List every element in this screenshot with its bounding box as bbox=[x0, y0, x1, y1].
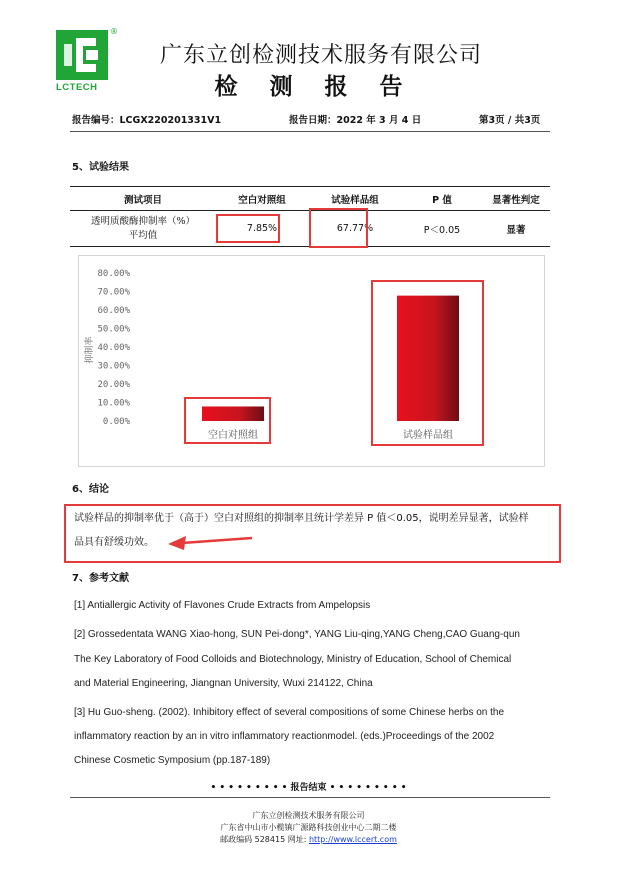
logo-text: LCTECH bbox=[56, 82, 98, 93]
y-tick-label: 10.00% bbox=[97, 398, 130, 409]
section6-title: 6、结论 bbox=[72, 484, 109, 495]
registered-mark: ® bbox=[110, 27, 118, 36]
col-sample: 试验样品组 bbox=[308, 187, 402, 211]
reference-2: [2] Grossedentata WANG Xiao-hong, SUN Pei-dong*, YANG Liu-qing,YANG Cheng,CAO Guang-qun bbox=[74, 629, 520, 640]
x-category-label: 试验样品组 bbox=[403, 430, 453, 441]
y-tick-label: 60.00% bbox=[97, 306, 130, 316]
col-p-value: P 值 bbox=[402, 187, 482, 211]
reference-3-cont1: inflammatory reaction by an in vitro inflammatory reactionmodel. (eds.)Proceedings of the 2002 bbox=[74, 731, 495, 742]
website-link[interactable]: http://www.lccert.com bbox=[308, 835, 397, 844]
conclusion-text bbox=[74, 507, 564, 555]
reference-3-cont2: Chinese Cosmetic Symposium (pp.187-189) bbox=[74, 755, 271, 766]
reference-3: [3] Hu Guo-sheng. (2002). Inhibitory effect of several compositions of some Chinese herbs on the bbox=[74, 707, 505, 718]
cell-test-item-line1: 透明质酸酶抑制率（%） bbox=[90, 215, 196, 227]
conclusion-line1: 试验样品的抑制率优于（高于）空白对照组的抑制率且统计学差异 P 值＜0.05，说明差异显著，试验样 bbox=[74, 513, 529, 524]
company-name: 广东立创检测技术服务有限公司 bbox=[160, 43, 483, 68]
section7-title: 7、参考文献 bbox=[72, 573, 129, 584]
y-axis-label: 抑制率 bbox=[85, 336, 95, 364]
y-tick-label: 80.00% bbox=[97, 269, 130, 279]
y-tick-label: 70.00% bbox=[97, 287, 130, 298]
y-tick-label: 50.00% bbox=[97, 324, 130, 335]
page-info: 第3页 / 共3页 bbox=[479, 115, 541, 126]
highlight-sample-bar-box bbox=[371, 280, 484, 446]
col-control: 空白对照组 bbox=[216, 187, 308, 211]
y-tick-label: 40.00% bbox=[97, 343, 130, 353]
highlight-control-bar-box bbox=[184, 397, 271, 444]
cell-significance: 显著 bbox=[482, 211, 550, 247]
report-title: 检 测 报 告 bbox=[214, 73, 415, 100]
footer-contact bbox=[0, 834, 617, 845]
footer-address: 广东省中山市小榄镇广源路科技创业中心二期二楼 bbox=[220, 823, 397, 832]
footer-company: 广东立创检测技术服务有限公司 bbox=[252, 811, 365, 820]
reference-1: [1] Antiallergic Activity of Flavones Crude Extracts from Ampelopsis bbox=[74, 600, 371, 611]
conclusion-line2: 品具有舒缓功效。 bbox=[74, 537, 154, 548]
report-date: 报告日期：2022 年 3 月 4 日 bbox=[289, 115, 422, 126]
reference-2-cont1: The Key Laboratory of Food Colloids and Biotechnology, Ministry of Education, School of Chemical bbox=[74, 654, 512, 665]
report-number: 报告编号：LCGX220201331V1 bbox=[72, 115, 222, 126]
col-significance: 显著性判定 bbox=[482, 187, 550, 211]
footer-divider bbox=[70, 797, 550, 798]
cell-p-value: P＜0.05 bbox=[402, 211, 482, 247]
cell-control: 7.85% bbox=[216, 211, 308, 247]
cell-sample: 67.77% bbox=[308, 211, 402, 247]
report-end-marker: • • • • • • • • • 报告结束 • • • • • • • • • bbox=[210, 783, 407, 793]
cell-test-item-line2: 平均值 bbox=[128, 229, 158, 241]
y-tick-label: 30.00% bbox=[97, 361, 130, 372]
reference-2-cont2: and Material Engineering, Jiangnan University, Wuxi 214122, China bbox=[74, 678, 373, 689]
y-tick-label: 0.00% bbox=[102, 417, 130, 427]
footer-postal: 邮政编码 528415 网址: bbox=[220, 835, 309, 844]
x-category-label: 空白对照组 bbox=[208, 430, 258, 441]
col-test-item: 测试项目 bbox=[70, 187, 216, 211]
y-tick-label: 20.00% bbox=[97, 380, 130, 390]
arrow-icon bbox=[160, 532, 260, 552]
section5-title: 5、试验结果 bbox=[72, 162, 129, 173]
